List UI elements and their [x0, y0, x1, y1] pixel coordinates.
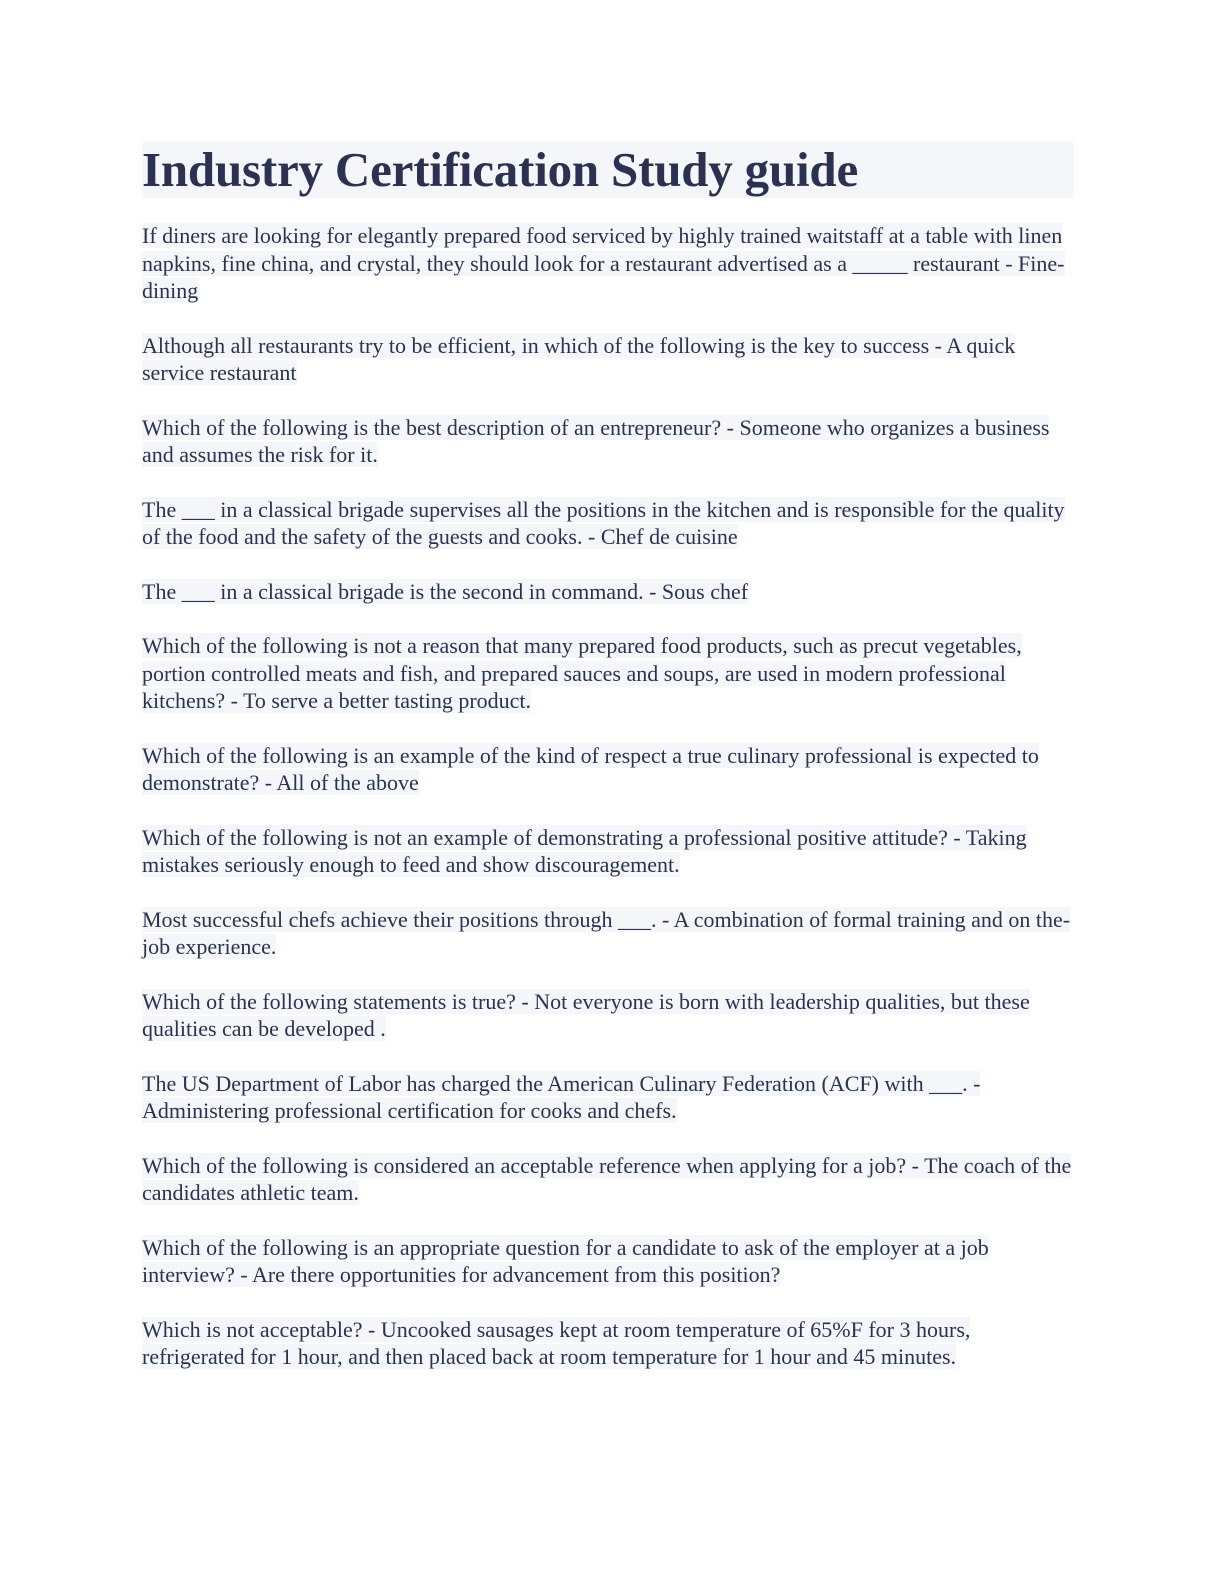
qa-item	[142, 496, 1074, 551]
qa-item	[142, 1152, 1074, 1207]
qa-text: The ___ in a classical brigade is the second in command. - Sous chef	[142, 578, 749, 604]
document-title: Industry Certification Study guide	[142, 142, 859, 197]
qa-text: Which of the following is the best description of an entrepreneur? - Someone who organizes a business and assumes the risk for it.	[142, 414, 1050, 467]
qa-item	[142, 742, 1074, 797]
qa-item	[142, 632, 1074, 715]
qa-text: Which of the following is not a reason that many prepared food products, such as precut vegetables, portion controlled meats and fish, and prepared sauces and soups, are used in modern professional kitchens? - To serve a better tasting product.	[142, 633, 1022, 713]
qa-item	[142, 988, 1074, 1043]
qa-item	[142, 414, 1074, 469]
qa-text: Although all restaurants try to be efficient, in which of the following is the key to success - A quick service restaurant	[142, 332, 1016, 385]
qa-item	[142, 1316, 1074, 1371]
qa-text: Which of the following is not an example of demonstrating a professional positive attitude? - Taking mistakes seriously enough to feed and show discouragement.	[142, 824, 1027, 877]
qa-text: Which of the following statements is true? - Not everyone is born with leadership qualities, but these qualities can be developed .	[142, 988, 1030, 1041]
qa-text: The ___ in a classical brigade supervises all the positions in the kitchen and is responsible for the quality of the food and the safety of the guests and cooks. - Chef de cuisine	[142, 496, 1065, 549]
qa-text: If diners are looking for elegantly prepared food serviced by highly trained waitstaff at a table with linen napkins, fine china, and crystal, they should look for a restaurant advertised as a _____ restaurant - Fine-dining	[142, 223, 1065, 303]
qa-item	[142, 1070, 1074, 1125]
qa-text: Which is not acceptable? - Uncooked sausages kept at room temperature of 65%F for 3 hours, refrigerated for 1 hour, and then placed back at room temperature for 1 hour and 45 minutes.	[142, 1316, 971, 1369]
qa-text: Which of the following is considered an acceptable reference when applying for a job? - The coach of the candidates athletic team.	[142, 1152, 1072, 1205]
qa-text: Most successful chefs achieve their positions through ___. - A combination of formal training and on the-job experience.	[142, 906, 1071, 959]
document-page	[142, 142, 1074, 1398]
qa-text: Which of the following is an appropriate question for a candidate to ask of the employer at a job interview? - Are there opportunities for advancement from this position?	[142, 1234, 989, 1287]
title-block	[142, 142, 1074, 198]
qa-item	[142, 222, 1074, 305]
qa-text: The US Department of Labor has charged the American Culinary Federation (ACF) with ___. - Administering professional certification for cooks and chefs.	[142, 1070, 981, 1123]
qa-text: Which of the following is an example of the kind of respect a true culinary professional is expected to demonstrate? - All of the above	[142, 742, 1039, 795]
qa-item	[142, 332, 1074, 387]
qa-item	[142, 578, 1074, 606]
qa-item	[142, 906, 1074, 961]
qa-item	[142, 1234, 1074, 1289]
qa-item	[142, 824, 1074, 879]
